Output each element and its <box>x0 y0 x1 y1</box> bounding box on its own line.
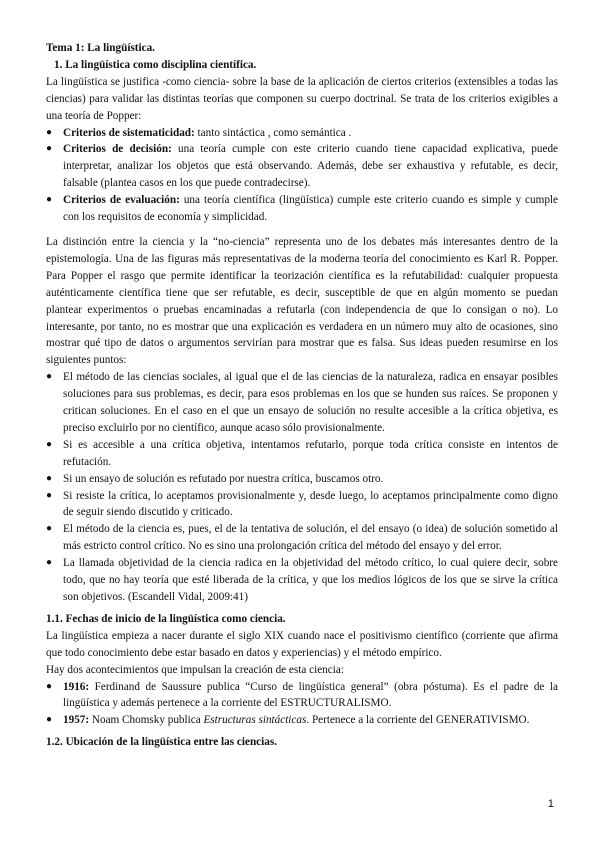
list-item <box>46 369 558 437</box>
event-text: Noam Chomsky publica <box>89 714 204 727</box>
list-item <box>46 555 558 606</box>
bullet-icon: ● <box>46 489 53 501</box>
criterion-term: Criterios de evaluación: <box>63 194 180 207</box>
book-title: Estructuras sintácticas <box>203 714 307 727</box>
list-item <box>46 192 558 226</box>
section-1-heading: 1. La lingüística como disciplina científica. <box>54 58 257 71</box>
section-1-1-paragraph: La lingüística empieza a nacer durante el siglo XIX cuando nace el positivismo científico (corriente que afirma que todo conocimiento debe estar basado en datos y experiencias) y el método empírico. <box>46 629 558 659</box>
bullet-icon: ● <box>46 143 53 155</box>
popper-paragraph: La distinción entre la ciencia y la “no-ciencia” representa uno de los debates más interesantes dentro de la epistemología. Una de las figuras más representativas de la moderna teoría del conocimiento es Karl R. Popper. Para Popper el rasgo que permite identificar la teorización científica es la refutabilidad: cualquier propuesta auténticamente científica tiene que ser refutable, es decir, susceptible de que en algún momento se puedan plantear experimentos o pruebas encaminadas a refutarla (con independencia de que lo consigan o no). Lo interesante, por tanto, no es mostrar que una explicación es verdadera en un número muy alto de ocasiones, sino mostrar qué tipo de datos o argumentos servirían para mostrar que es falsa. Sus ideas pueden resumirse en los siguientes puntos: <box>46 235 558 367</box>
point-text: Si un ensayo de solución es refutado por nuestra crítica, buscamos otro. <box>63 472 384 485</box>
event-text: . Pertenece a la corriente del GENERATIVISMO. <box>306 714 530 727</box>
point-text: Si es accesible a una crítica objetiva, intentamos refutarlo, porque toda crítica consiste en intentos de refutación. <box>63 438 558 468</box>
section-1-1-heading: 1.1. Fechas de inicio de la lingüística como ciencia. <box>46 612 286 625</box>
point-text: La llamada objetividad de la ciencia radica en la objetividad del método crítico, lo cual quiere decir, sobre todo, que no hay teoría que esté liberada de la crítica, y que los medios lógicos de los que se sirve la crítica son objetivos. (Escandell Vidal, 2009:41) <box>63 557 558 603</box>
page-number: 1 <box>547 798 554 810</box>
event-year: 1916: <box>63 680 90 693</box>
point-text: Si resiste la crítica, lo aceptamos provisionalmente y, desde luego, lo aceptamos principalmente como digno de seguir siendo discutido y criticado. <box>63 489 558 519</box>
criterion-term: Criterios de decisión: <box>63 143 172 156</box>
criterion-text: una teoría cumple con este criterio cuando tiene capacidad explicativa, puede interpretar, analizar los objetos que está observando. Además, debe ser exhaustiva y refutable, es decir, falsable (plantea casos en los que puede contradecirse). <box>63 143 558 190</box>
document-page <box>46 40 558 751</box>
bullet-icon: ● <box>46 438 53 450</box>
bullet-icon: ● <box>46 523 53 535</box>
intro-paragraph: La lingüística se justifica -como ciencia- sobre la base de la aplicación de ciertos criterios (extensibles a todas las ciencias) para validar las distintas teorías que componen su cuerpo doctrinal. Se trata de los criterios exigibles a una teoría de Popper: <box>46 75 558 122</box>
list-item <box>46 437 558 471</box>
bullet-icon: ● <box>46 194 53 206</box>
bullet-icon: ● <box>46 472 53 484</box>
bullet-icon: ● <box>46 680 53 692</box>
bullet-icon: ● <box>46 714 53 726</box>
event-text: Ferdinand de Saussure publica “Curso de lingüística general” (obra póstuma). Es el padre de la lingüística y además pertenece a la corriente del ESTRUCTURALISMO. <box>63 680 558 710</box>
document-title: Tema 1: La lingüística. <box>46 42 155 54</box>
bullet-icon: ● <box>46 126 53 138</box>
events-list <box>46 679 558 730</box>
list-item <box>46 125 558 142</box>
criterion-text: una teoría científica (lingüística) cumple este criterio cuando es simple y cumple con los requisitos de economía y simplicidad. <box>63 194 558 224</box>
section-1-2-heading: 1.2. Ubicación de la lingüística entre las ciencias. <box>46 736 277 749</box>
criterion-term: Criterios de sistematicidad: <box>63 126 195 139</box>
list-item <box>46 141 558 192</box>
criterion-text: tanto sintáctica , como semántica . <box>194 126 352 139</box>
list-item <box>46 712 558 729</box>
point-text: El método de las ciencias sociales, al igual que el de las ciencias de la naturaleza, radica en ensayar posibles soluciones para sus problemas, es decir, para esos problemas en los que se hunden sus raíces. Se proponen y critican soluciones. En el caso en el que un ensayo de solución no resulte accesible a la crítica objetiva, es preciso excluirlo por no científico, aunque acaso sólo provisionalmente. <box>63 371 558 434</box>
list-item <box>46 471 558 488</box>
popper-points-list <box>46 369 558 606</box>
bullet-icon: ● <box>46 557 53 569</box>
events-intro: Hay dos acontecimientos que impulsan la creación de esta ciencia: <box>46 663 344 676</box>
list-item <box>46 521 558 555</box>
point-text: El método de la ciencia es, pues, el de la tentativa de solución, el del ensayo (o idea) de solución sometido al más estricto control crítico. No es sino una prolongación crítica del método del ensayo y del error. <box>63 523 558 553</box>
bullet-icon: ● <box>46 371 53 383</box>
event-year: 1957: <box>63 714 90 727</box>
list-item <box>46 679 558 713</box>
list-item <box>46 488 558 522</box>
criteria-list <box>46 125 558 226</box>
